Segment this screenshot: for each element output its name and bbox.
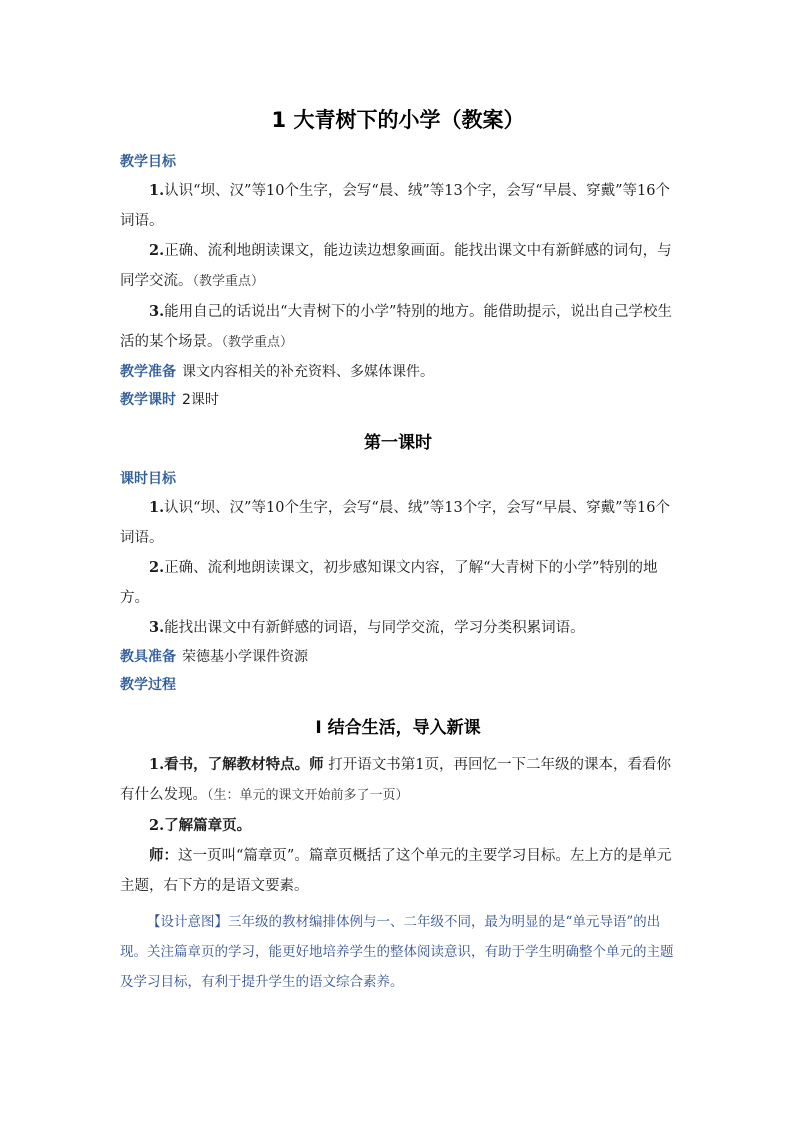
tools-line [120,643,676,671]
step1-text: 打开语文书第1页，再回忆一下二年级的课本，看看你有什么发现。 [120,757,671,803]
goal-item-3-note: （教学重点） [221,335,294,350]
design-intent-tag: 【设计意图】 [147,914,228,930]
lesson1-title: 第一课时 [364,433,432,453]
lesson1-goal-3-num: 3. [149,619,165,636]
hours-label: 教学课时 [120,392,176,408]
goal-item-3-num: 3. [149,303,165,320]
lesson1-goals-label-line [120,465,676,493]
page-title: 1 大青树下的小学（教案） [271,108,525,132]
step3-head: 师： [149,847,178,864]
step3-text: 这一页叫“篇章页”。篇章页概括了这个单元的主要学习目标。左上方的是单元主题，右下方的是语文要素。 [120,848,672,894]
prep-line [120,358,676,386]
goals-label: 教学目标 [120,154,176,170]
prep-label: 教学准备 [120,364,176,380]
document-page [120,104,676,997]
goals-label-line [120,148,676,176]
goal-item-1-text: 认识“坝、汉”等10个生字，会写“晨、绒”等13个字，会写“早晨、穿戴”等16个词语。 [120,183,670,229]
lesson1-goals-label: 课时目标 [120,471,176,487]
process-label: 教学过程 [120,677,176,693]
lesson1-goal-3 [120,613,676,643]
step1 [120,750,676,811]
goal-item-2 [120,236,676,297]
goal-item-3-text: 能用自己的话说出“大青树下的小学”特别的地方。能借助提示，说出自己学校生活的某个场景。 [120,304,672,350]
design-intent [120,907,676,997]
lesson1-goal-2-text: 正确、流利地朗读课文，初步感知课文内容，了解“大青树下的小学”特别的地方。 [120,560,658,606]
goal-item-1 [120,176,676,236]
prep-text: 课文内容相关的补充资料、多媒体课件。 [182,364,434,380]
lesson1-goal-2 [120,553,676,613]
lesson1-goal-1-text: 认识“坝、汉”等10个生字，会写“晨、绒”等13个字，会写“早晨、穿戴”等16个词语。 [120,500,670,546]
step1-note: （生：单元的课文开始前多了一页） [207,788,409,803]
goal-item-2-num: 2. [149,242,165,259]
goal-item-1-num: 1. [149,182,165,199]
lesson1-goal-1 [120,493,676,553]
goal-item-2-text: 正确、流利地朗读课文，能边读边想象画面。能找出课文中有新鲜感的词句，与同学交流。 [120,243,672,289]
step2 [120,811,676,841]
design-intent-text: 三年级的教材编排体例与一、二年级不同，最为明显的是“单元导语”的出现。关注篇章页的学习，能更好地培养学生的整体阅读意识，有助于学生明确整个单元的主题及学习目标，有利于提升学生的语文综合素养。 [120,914,674,990]
tools-label: 教具准备 [120,649,176,665]
hours-text: 2课时 [182,392,219,408]
step3 [120,841,676,901]
section1-title: Ⅰ 结合生活，导入新课 [315,718,481,738]
lesson1-goal-1-num: 1. [149,499,165,516]
lesson1-goal-2-num: 2. [149,559,165,576]
hours-line [120,386,676,414]
goal-item-3 [120,297,676,358]
process-label-line [120,671,676,699]
step1-head: 1.看书，了解教材特点。师 [149,756,324,773]
step2-head: 2.了解篇章页。 [149,817,252,834]
lesson1-goal-3-text: 能找出课文中有新鲜感的词语，与同学交流，学习分类积累词语。 [164,620,585,636]
goal-item-2-note: （教学重点） [192,274,265,289]
tools-text: 荣德基小学课件资源 [182,649,308,665]
